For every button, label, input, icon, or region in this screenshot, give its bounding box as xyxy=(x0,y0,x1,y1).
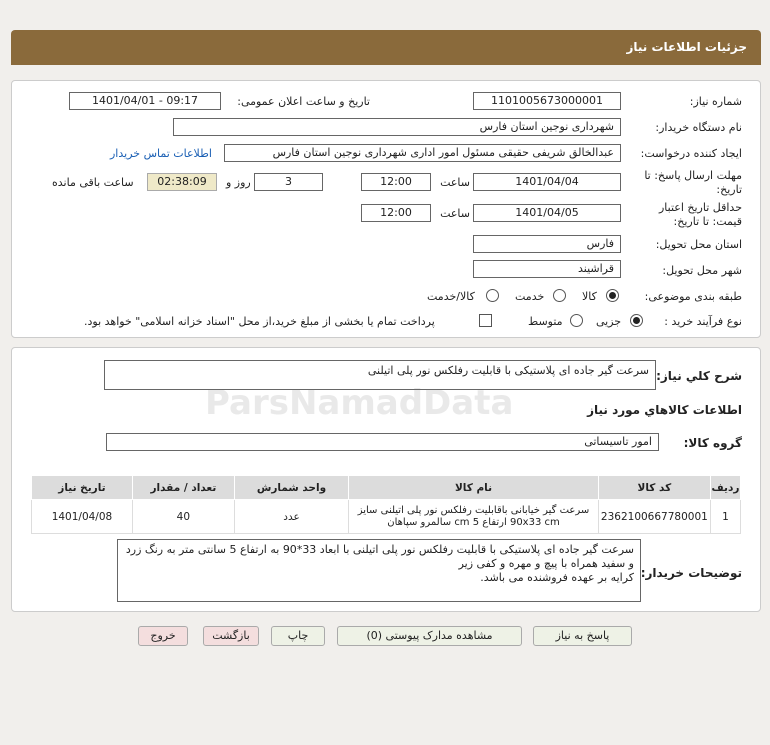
buyer-contact-link[interactable]: اطلاعات تماس خریدار xyxy=(110,147,212,160)
cell-item-code: 2362100667780001 xyxy=(598,500,710,534)
back-button[interactable]: بازگشت xyxy=(203,626,259,646)
requester-label: ایجاد کننده درخواست: xyxy=(640,147,742,160)
exit-button[interactable]: خروج xyxy=(138,626,188,646)
category-radio-goods-service[interactable] xyxy=(486,289,499,302)
validity-label: حداقل تاریخ اعتبار قیمت: تا تاریخ: xyxy=(658,201,742,228)
goods-table xyxy=(31,475,741,534)
category-option-service: خدمت xyxy=(515,290,545,303)
buyer-org-label: نام دستگاه خریدار: xyxy=(655,121,742,134)
page-header xyxy=(11,30,761,65)
reply-date-field: 1401/04/04 xyxy=(473,173,621,191)
buyer-org-field: شهرداری نوجین استان فارس xyxy=(173,118,621,136)
goods-group-field: امور تاسیساتی xyxy=(106,433,659,451)
delivery-city-field: قراشیند xyxy=(473,260,621,278)
remaining-time-field: 02:38:09 xyxy=(147,173,217,191)
process-option-minor: جزیی xyxy=(596,315,622,328)
goods-table-header xyxy=(32,476,741,500)
col-row-number: ردیف xyxy=(710,476,740,500)
delivery-city-label: شهر محل تحویل: xyxy=(662,264,742,277)
need-number-field: 1101005673000001 xyxy=(473,92,621,110)
cell-quantity: 40 xyxy=(132,500,234,534)
table-row xyxy=(32,500,741,534)
page-title: جزئیات اطلاعات نیاز xyxy=(626,40,747,54)
print-button[interactable]: چاپ xyxy=(271,626,325,646)
remaining-label: ساعت باقی مانده xyxy=(52,176,134,189)
treasury-payment-note: پرداخت تمام یا بخشی از مبلغ خرید،از محل "اسناد خزانه اسلامی" خواهد بود. xyxy=(84,315,435,328)
announce-datetime-field: 1401/04/01 - 09:17 xyxy=(69,92,221,110)
validity-time-label: ساعت xyxy=(440,207,470,220)
col-unit: واحد شمارش xyxy=(234,476,348,500)
reply-time-field: 12:00 xyxy=(361,173,431,191)
category-option-goods: کالا xyxy=(582,290,597,303)
col-item-code: کد کالا xyxy=(598,476,710,500)
buyer-notes-field: سرعت گیر جاده ای پلاستیکی با قابلیت رفلکس نور پلی اتیلنی با ابعاد 33*90 به ارتفاع 5 سانتی متر به رنگ زرد و سفید همراه با پیچ و مهره و کفی زیر کرایه بر عهده فروشنده می باشد. xyxy=(117,539,641,602)
reply-button[interactable]: پاسخ به نیاز xyxy=(533,626,632,646)
requester-field: عبدالخالق شریفی حقیقی مسئول امور اداری شهرداری نوجین استان فارس xyxy=(224,144,621,162)
validity-date-field: 1401/04/05 xyxy=(473,204,621,222)
category-radio-goods[interactable] xyxy=(606,289,619,302)
need-number-label: شماره نیاز: xyxy=(689,95,742,108)
validity-time-field: 12:00 xyxy=(361,204,431,222)
days-remaining-field: 3 xyxy=(254,173,323,191)
process-radio-medium[interactable] xyxy=(570,314,583,327)
summary-field: سرعت گیر جاده ای پلاستیکی با قابلیت رفلکس نور پلی اتیلنی xyxy=(104,360,656,390)
cell-row-number: 1 xyxy=(710,500,740,534)
category-label: طبقه بندی موضوعی: xyxy=(644,290,742,303)
delivery-province-field: فارس xyxy=(473,235,621,253)
treasury-payment-checkbox[interactable] xyxy=(479,314,492,327)
reply-deadline-label: مهلت ارسال پاسخ: تا تاریخ: xyxy=(644,169,742,196)
category-option-goods-service: کالا/خدمت xyxy=(427,290,475,303)
col-need-date: تاریخ نیاز xyxy=(32,476,133,500)
delivery-province-label: استان محل تحویل: xyxy=(655,238,742,251)
category-radio-service[interactable] xyxy=(553,289,566,302)
cell-unit: عدد xyxy=(234,500,348,534)
summary-label: شرح کلي نياز: xyxy=(656,369,742,383)
cell-item-name: سرعت گیر خیابانی باقابلیت رفلکس نور پلی اتیلنی سایز 90x33 cm ارتفاع 5 cm سالمرو سپاهان xyxy=(349,500,599,534)
process-label: نوع فرآیند خرید : xyxy=(664,315,742,328)
col-quantity: تعداد / مقدار xyxy=(132,476,234,500)
buyer-notes-label: توضیحات خریدار: xyxy=(640,566,742,580)
reply-time-label: ساعت xyxy=(440,176,470,189)
goods-group-label: گروه کالا: xyxy=(683,436,742,450)
goods-info-title: اطلاعات کالاهاي مورد نياز xyxy=(587,403,742,417)
view-attachments-button[interactable]: مشاهده مدارک پیوستی (0) xyxy=(337,626,522,646)
col-item-name: نام کالا xyxy=(349,476,599,500)
cell-need-date: 1401/04/08 xyxy=(32,500,133,534)
process-option-medium: متوسط xyxy=(528,315,563,328)
process-radio-minor[interactable] xyxy=(630,314,643,327)
announce-label: تاریخ و ساعت اعلان عمومی: xyxy=(237,95,370,108)
days-label: روز و xyxy=(226,176,251,189)
